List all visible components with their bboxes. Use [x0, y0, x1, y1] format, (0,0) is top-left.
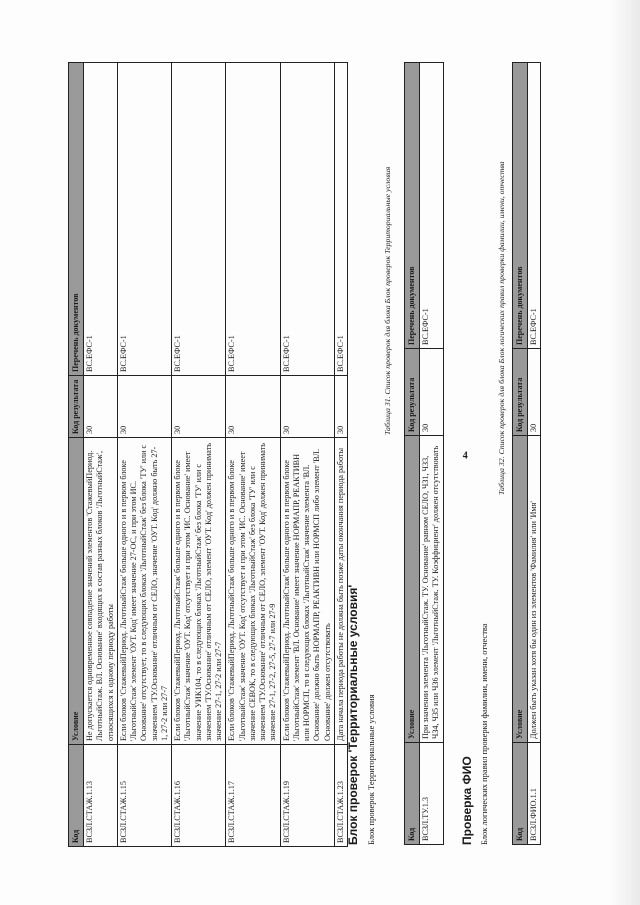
header-documents: Перечень документов: [513, 63, 528, 349]
row-code: ВСЗЛ.ФИО.1.1: [528, 743, 541, 845]
table-row: [117, 63, 171, 847]
row-docs: ВС.ЕФС-1: [528, 63, 541, 349]
row-code: ВСЗЛ.СТАЖ.1.23: [334, 745, 347, 847]
row-docs: ВС.ЕФС-1: [84, 63, 118, 376]
row-condition: Дата начала периода работы не должна быть позже даты окончания периода работы: [334, 438, 347, 745]
row-condition: При значении элемента 'ЛьготныйСтаж. ТУ. Основание' равном СЕЛО, ЧЗ1, ЧЗ3, ЧЗ4, ЧЗ5 или ЧЗ6 элемент 'ЛьготныйСтаж. ТУ. Коэффициент' должен отсутствовать: [420, 436, 444, 743]
row-code: ВСЗЛ.ТУ.1.3: [420, 743, 444, 845]
header-condition: Условие: [513, 436, 528, 743]
table-header-row: [69, 63, 84, 847]
row-docs: ВС.ЕФС-1: [334, 63, 347, 376]
table-row: [226, 63, 280, 847]
table-row: [528, 63, 541, 845]
territorial-checks-table: [404, 62, 444, 845]
table-header-row: [405, 63, 420, 845]
table-row: [172, 63, 226, 847]
row-docs: ВС.ЕФС-1: [172, 63, 226, 376]
row-condition: Если блоков 'СтажевыйПериод. ЛьготныйСтаж' больше одного и в первом блоке 'ЛьготныйСтаж' элемент 'ОУТ. Код' имеет значение 27-ОС, и при этом ИС. Основание' отсутствует, то в следующих блоках 'ЛьготныйСтаж' без блока 'ТУ' или с значением 'ТУ.Основание' отличным от СЕЛО, значение 'ОУТ. Код' должно быть 27-1, 27-2 или 27-7: [117, 438, 171, 745]
table-row: [420, 63, 444, 845]
row-condition: Если блоков 'СтажевыйПериод. ЛьготныйСтаж' больше одного и в первом блоке 'ЛьготныйСтаж' значение 'ОУТ. Код' отсутствует и при этом 'ИС. Основание' имеет значение УИК104, то в следующих блоках 'ЛьготныйСтаж' без блока 'ТУ' или с значением 'ТУ.Основание' отличным от СЕЛО, элемент 'ОУТ. Код' должен принимать значение 27-1, 27-2 или 27-7: [172, 438, 226, 745]
header-result-code: Код результата: [513, 349, 528, 436]
header-code: Код: [69, 745, 84, 847]
header-condition: Условие: [69, 438, 84, 745]
row-result: 30: [420, 349, 444, 436]
row-code: ВСЗЛ.СТАЖ.1.17: [226, 745, 280, 847]
row-condition: Должен быть указан хотя бы один из элементов 'Фамилия' или 'Имя': [528, 436, 541, 743]
stazh-checks-table: [68, 62, 348, 847]
row-result: 30: [280, 376, 334, 438]
header-code: Код: [513, 743, 528, 845]
fio-section-title: Проверка ФИО: [460, 756, 474, 845]
header-result-code: Код результата: [405, 349, 420, 436]
row-docs: ВС.ЕФС-1: [420, 63, 444, 349]
row-code: ВСЗЛ.СТАЖ.1.15: [117, 745, 171, 847]
page-number: 4: [462, 450, 468, 462]
row-condition: Не допускается одновременное совпадение значений элементов 'СтажевыйПериод. ЛьготныйСтаж. ВЛ. Основание' входящих в состав разных блоков 'ЛьготныйСтаж', относящихся к одному периоду работы: [84, 438, 118, 745]
row-docs: ВС.ЕФС-1: [117, 63, 171, 376]
row-result: 30: [84, 376, 118, 438]
row-result: 30: [226, 376, 280, 438]
fio-table-caption: Таблица 32. Список проверок для блока Блок логических правил проверки фамилии, имени, отчества: [497, 161, 506, 495]
row-code: ВСЗЛ.СТАЖ.1.16: [172, 745, 226, 847]
fio-checks-table: [512, 62, 541, 845]
table-row: [84, 63, 118, 847]
row-code: ВСЗЛ.СТАЖ.1.13: [84, 745, 118, 847]
territorial-subtitle: Блок проверок Территориальные условия: [366, 694, 376, 845]
table-row: [280, 63, 334, 847]
header-code: Код: [405, 743, 420, 845]
row-result: 30: [334, 376, 347, 438]
territorial-section-title: Блок проверок 'Территориальные условия': [346, 584, 360, 845]
row-docs: ВС.ЕФС-1: [280, 63, 334, 376]
row-condition: Если блоков 'СтажевыйПериод. ЛьготныйСтаж' больше одного и в первом блоке 'ЛьготныйСтаж' значение 'ОУТ. Код' отсутствует и при этом 'ИС. Основание' имеет значение СЕВОК, то в следующих блоках 'ЛьготныйСтаж' без блока 'ТУ' или с значением 'ТУ.Основание' отличным от СЕЛО, элемент 'ОУТ. Код' должен принимать значение 27-1, 27-2, 27-5, 27-7 или 27-9: [226, 438, 280, 745]
header-result-code: Код результата: [69, 376, 84, 438]
header-condition: Условие: [405, 436, 420, 743]
territorial-table-caption: Таблица 31. Список проверок для блока Блок проверок Территориальные условия: [383, 166, 392, 435]
fio-subtitle: Блок логических правил проверки фамилии, имени, отчества: [479, 623, 489, 845]
row-code: ВСЗЛ.СТАЖ.1.19: [280, 745, 334, 847]
row-condition: Если блоков 'СтажевыйПериод. ЛьготныйСтаж' больше одного и в первом блоке 'ЛьготныйСтаж' элемент 'ВЛ. Основание' имеет значение НОРМАПР, РЕАКТИВН или НОРМСП, то в следующих блоках 'ЛьготныйСтаж' значение элемента 'ВЛ. Основание' должно быть НОРМАПР, РЕАКТИВН или НОРМСП либо элемент 'ВЛ. Основание' должен отсутствовать: [280, 438, 334, 745]
header-documents: Перечень документов: [405, 63, 420, 349]
row-result: 30: [172, 376, 226, 438]
row-result: 30: [528, 349, 541, 436]
row-docs: ВС.ЕФС-1: [226, 63, 280, 376]
row-result: 30: [117, 376, 171, 438]
table-header-row: [513, 63, 528, 845]
header-documents: Перечень документов: [69, 63, 84, 376]
